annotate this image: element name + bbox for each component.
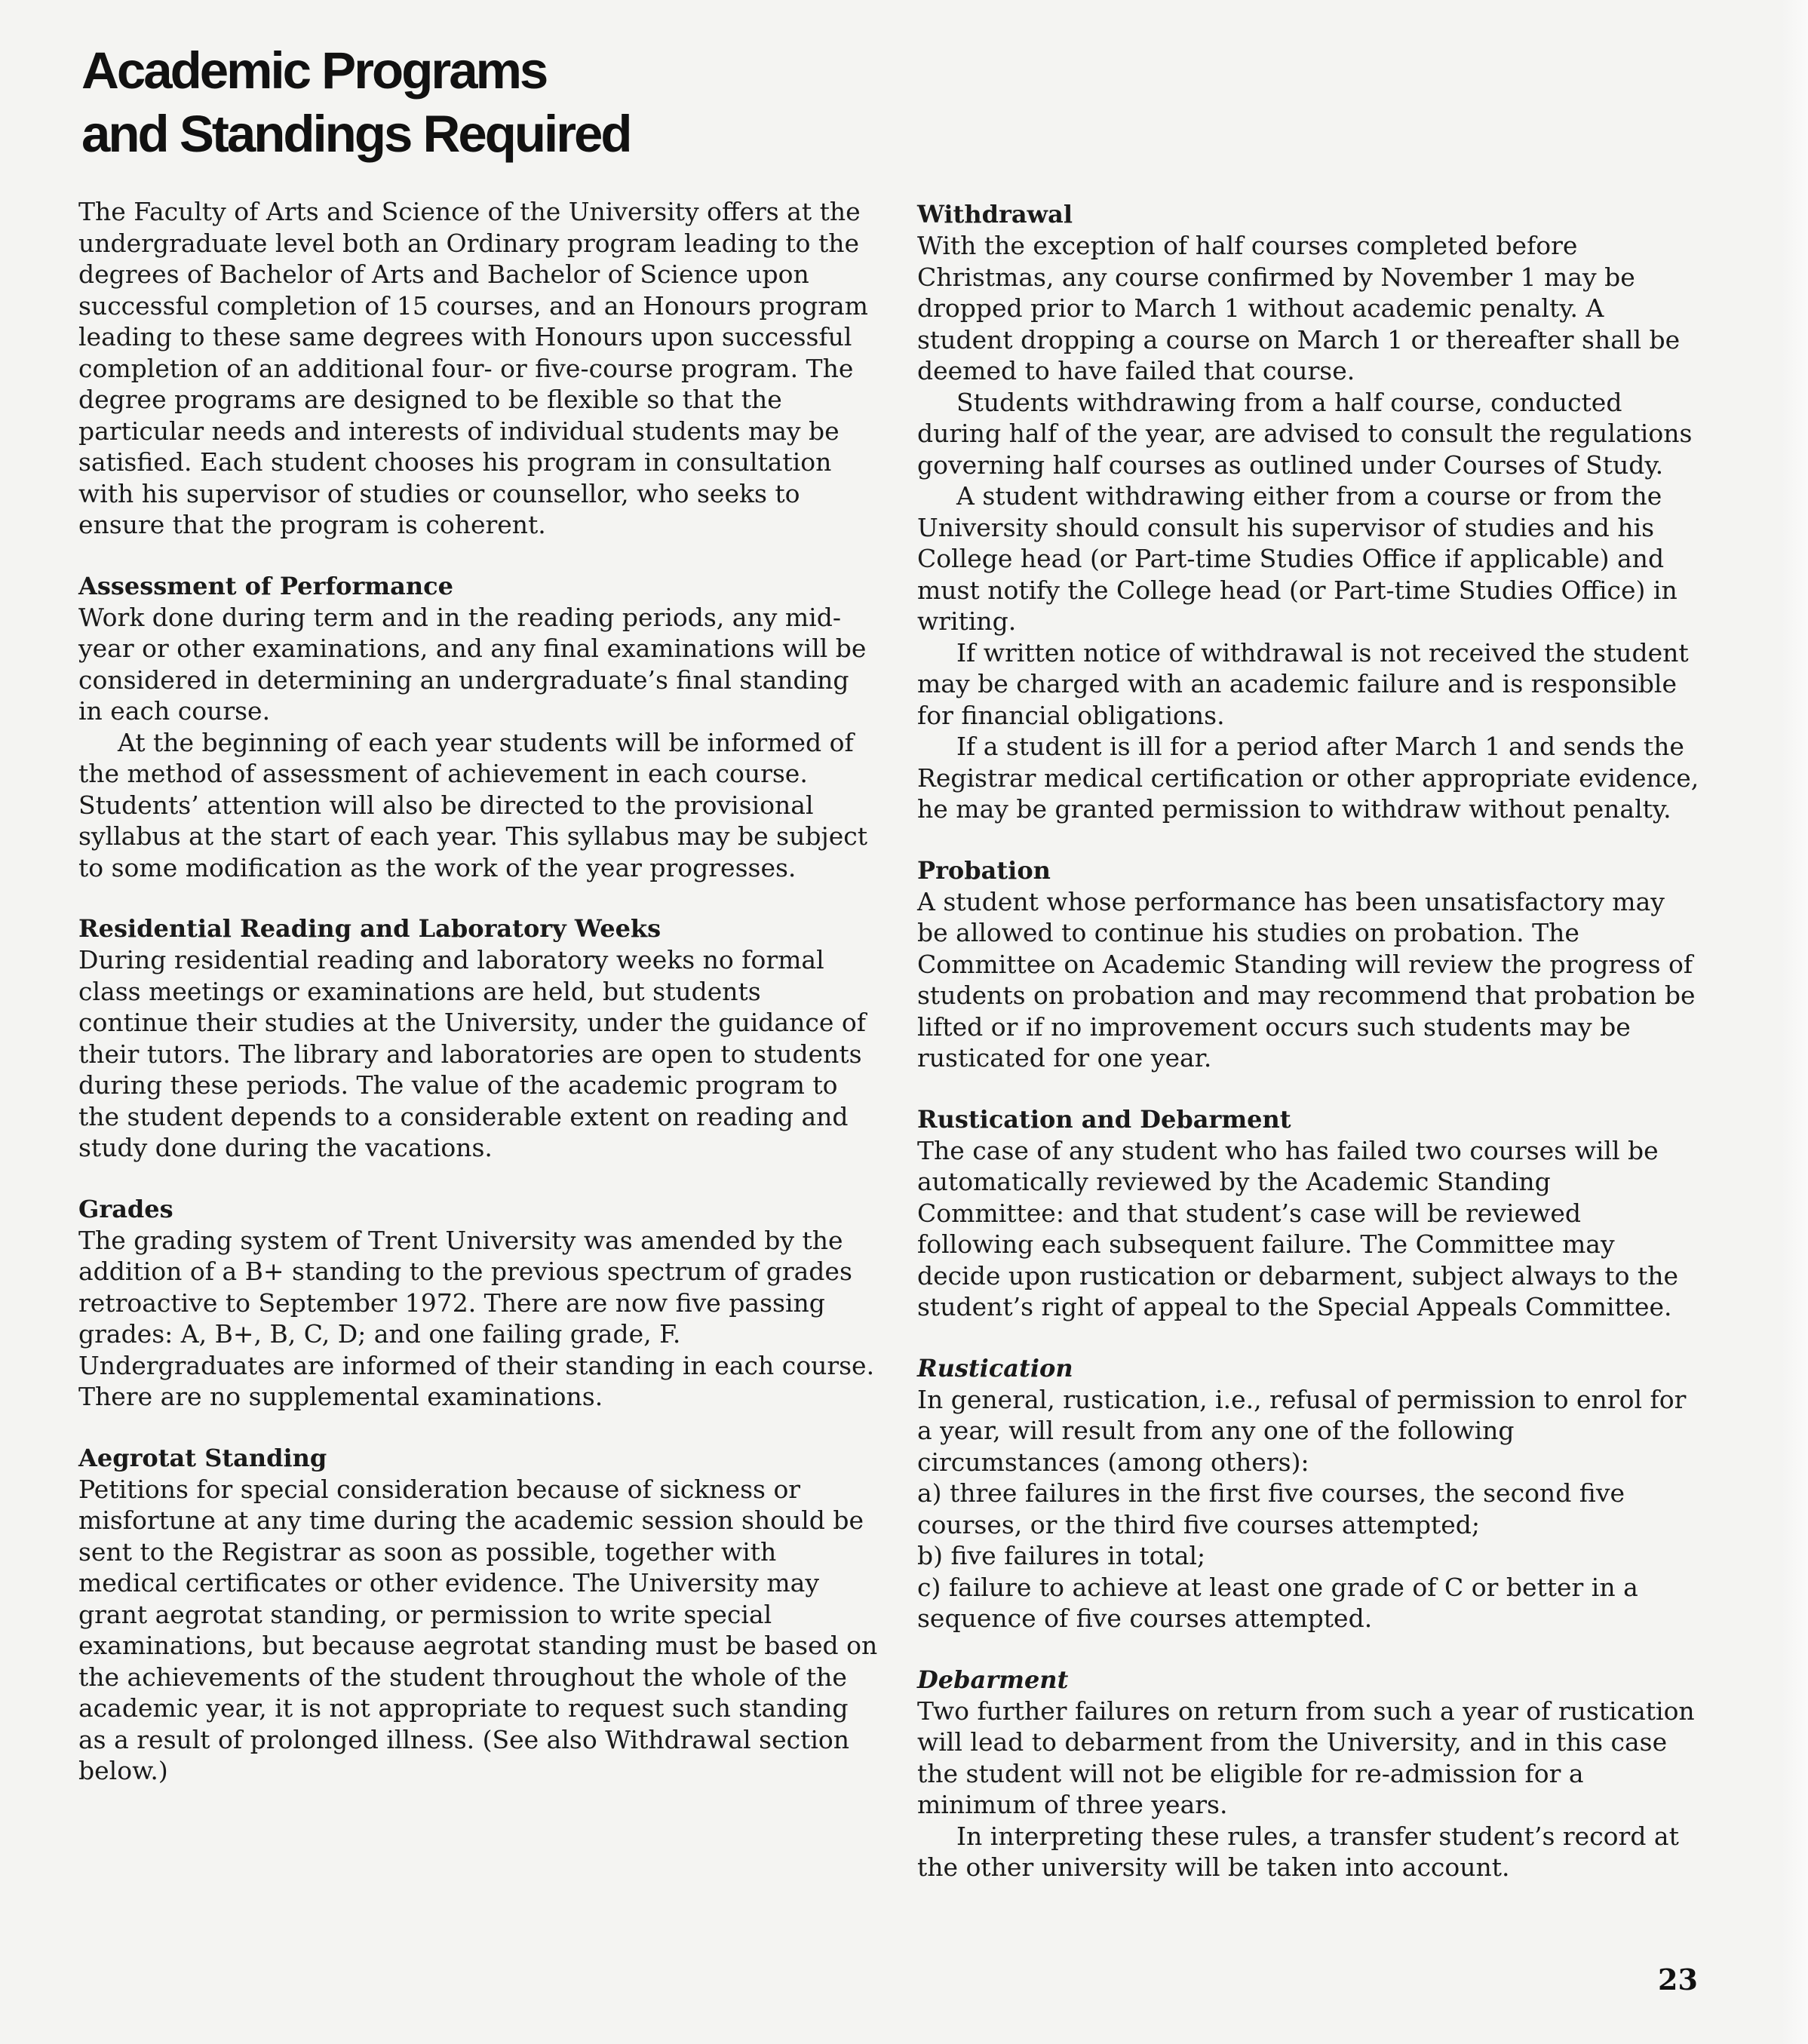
intro-section (78, 196, 878, 541)
left-column (78, 196, 878, 1787)
rustication-item-a: a) three failures in the first five courses, the second five courses, or the third five courses attempted; (917, 1478, 1625, 1539)
withdrawal-paragraph-2: Students withdrawing from a half course, conducted during half of the year, are advised to consult the regulations governing half courses as outlined under Courses of Study. (917, 387, 1693, 480)
residential-heading: Residential Reading and Laboratory Weeks (78, 914, 662, 943)
rustication-debarment-heading: Rustication and Debarment (917, 1104, 1291, 1134)
rustication-heading: Rustication (917, 1353, 1073, 1383)
debarment-heading: Debarment (917, 1665, 1069, 1694)
withdrawal-section (917, 199, 1702, 825)
grades-paragraph: The grading system of Trent University was amended by the addition of a B+ standing to the previous spectrum of grades retroactive to September 1972. There are now five passing grades: A, B+, B, C, D; and one failing grade, F. Undergraduates are informed of their standing in each course. There are no supplemental examinations. (78, 1225, 875, 1411)
intro-paragraph: The Faculty of Arts and Science of the University offers at the undergraduate level both an Ordinary program leading to the degrees of Bachelor of Arts and Bachelor of Science upon successful completion of 15 courses, and an Honours program leading to these same degrees with Honours upon successful completion of an additional four- or five-course program. The degree programs are designed to be flexible so that the particular needs and interests of individual students may be satisfied. Each student chooses his program in consultation with his supervisor of studies or counsellor, who seeks to ensure that the program is coherent. (78, 197, 868, 539)
rustication-section (917, 1353, 1702, 1634)
rustication-item-c: c) failure to achieve at least one grade of C or better in a sequence of five courses attempted. (917, 1572, 1638, 1633)
rustication-item-b: b) five failures in total; (917, 1541, 1206, 1570)
probation-paragraph: A student whose performance has been unsatisfactory may be allowed to continue his studies on probation. The Committee on Academic Standing will review the progress of students on probation and may recommend that probation be lifted or if no improvement occurs such students may be rusticated for one year. (917, 886, 1696, 1073)
withdrawal-heading: Withdrawal (917, 200, 1073, 229)
aegrotat-section (78, 1443, 878, 1787)
assessment-section (78, 571, 878, 884)
aegrotat-paragraph: Petitions for special consideration because of sickness or misfortune at any time during the academic session should be sent to the Registrar as soon as possible, together with medical certificates or other evidence. The University may grant aegrotat standing, or permission to write special examinations, but because aegrotat standing must be based on the achievements of the student throughout the whole of the academic year, it is not appropriate to request such standing as a result of prolonged illness. (See also Withdrawal section below.) (78, 1474, 878, 1785)
rustication-debarment-section (917, 1104, 1702, 1323)
aegrotat-heading: Aegrotat Standing (78, 1443, 327, 1472)
withdrawal-paragraph-1: With the exception of half courses completed before Christmas, any course confirmed by November 1 may be dropped prior to March 1 without academic penalty. A student dropping a course on March 1 or thereafter shall be deemed to have failed that course. (917, 231, 1681, 385)
debarment-paragraph-2: In interpreting these rules, a transfer student’s record at the other university will be taken into account. (917, 1821, 1679, 1882)
grades-section (78, 1194, 878, 1413)
page-title-line-1: Academic Programs (81, 41, 547, 100)
probation-heading: Probation (917, 855, 1051, 885)
probation-section (917, 855, 1702, 1074)
assessment-heading: Assessment of Performance (78, 571, 453, 600)
page-title-line-2: and Standings Required (81, 105, 631, 163)
rustication-paragraph: In general, rustication, i.e., refusal of permission to enrol for a year, will result from any one of the following circumstances (among others): (917, 1384, 1687, 1477)
page-title (81, 39, 631, 166)
page-edge (1781, 0, 1808, 2044)
withdrawal-paragraph-5: If a student is ill for a period after March 1 and sends the Registrar medical certification or other appropriate evidence, he may be granted permission to withdraw without penalty. (917, 732, 1699, 824)
assessment-paragraph-1: Work done during term and in the reading periods, any mid-year or other examinations, and any final examinations will be considered in determining an undergraduate’s final standing in each course. (78, 602, 867, 726)
assessment-paragraph-2: At the beginning of each year students will be informed of the method of assessment of achievement in each course. Students’ attention will also be directed to the provisional syllabus at the start of each year. This syllabus may be subject to some modification as the work of the year progresses. (78, 727, 867, 882)
withdrawal-paragraph-4: If written notice of withdrawal is not received the student may be charged with an academic failure and is responsible for financial obligations. (917, 637, 1689, 730)
debarment-paragraph-1: Two further failures on return from such a year of rustication will lead to debarment from the University, and in this case the student will not be eligible for re-admission for a minimum of three years. (917, 1696, 1695, 1819)
right-column (917, 199, 1702, 1883)
residential-section (78, 913, 878, 1164)
rustication-debarment-paragraph: The case of any student who has failed two courses will be automatically reviewed by the Academic Standing Committee: and that student’s case will be reviewed following each subsequent failure. The Committee may decide upon rustication or debarment, subject always to the student’s right of appeal to the Special Appeals Committee. (917, 1135, 1679, 1321)
grades-heading: Grades (78, 1194, 173, 1223)
residential-paragraph: During residential reading and laboratory weeks no formal class meetings or examinations are held, but students continue their studies at the University, under the guidance of their tutors. The library and laboratories are open to students during these periods. The value of the academic program to the student depends to a considerable extent on reading and study done during the vacations. (78, 945, 866, 1162)
debarment-section (917, 1665, 1702, 1883)
page-number: 23 (1658, 1963, 1698, 1996)
withdrawal-paragraph-3: A student withdrawing either from a course or from the University should consult his supervisor of studies and his College head (or Part-time Studies Office if applicable) and must notify the College head (or Part-time Studies Office) in writing. (917, 481, 1678, 636)
